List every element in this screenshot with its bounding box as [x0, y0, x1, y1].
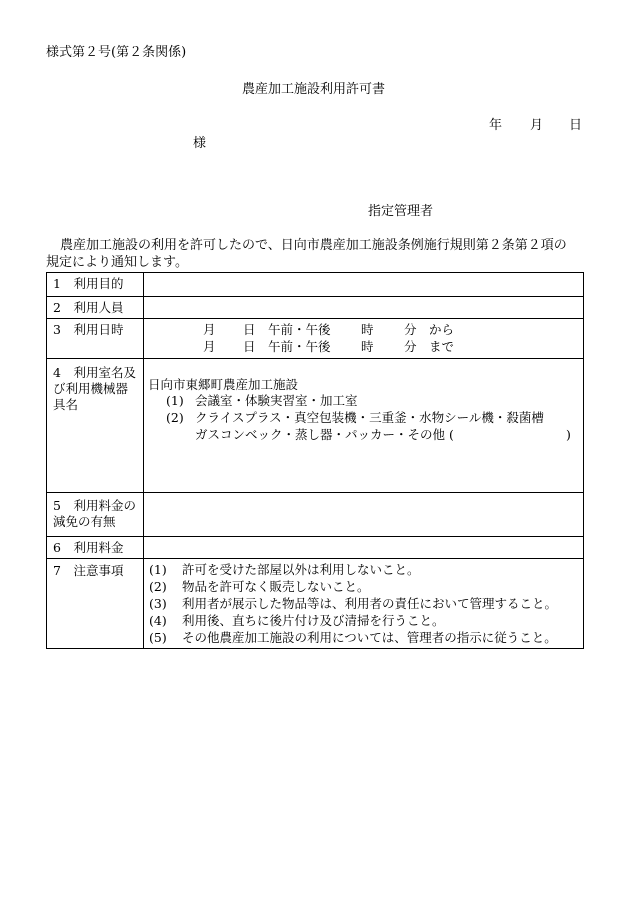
- purpose-value: [144, 273, 583, 275]
- note-2-number: (2): [149, 579, 167, 594]
- note-4-text: 利用後、直ちに後片付け及び清掃を行うこと。: [182, 613, 445, 628]
- reduction-value-cell: [144, 493, 584, 537]
- row-rooms: [47, 359, 584, 493]
- row-fee: [47, 537, 584, 559]
- notes-label: 7 注意事項: [53, 563, 124, 578]
- start-minute: 分: [404, 322, 417, 337]
- document-title: 農産加工施設利用許可書: [242, 82, 386, 97]
- rooms-label-line-3: 具名: [53, 397, 79, 412]
- persons-value: [144, 297, 583, 299]
- date-month-label: 月: [530, 118, 544, 133]
- rooms-label-line-1: 4 利用室名及: [53, 365, 136, 380]
- note-1-number: (1): [149, 562, 167, 577]
- note-5-text: その他農産加工施設の利用については、管理者の指示に従うこと。: [182, 630, 557, 645]
- note-5-number: (5): [149, 630, 167, 645]
- purpose-label-cell: [47, 273, 144, 297]
- date-day-label: 日: [569, 118, 583, 133]
- start-from: から: [429, 322, 455, 337]
- note-2-text: 物品を許可なく販売しないこと。: [182, 579, 370, 594]
- datetime-value-cell: [144, 319, 584, 359]
- room-item-2-text-line-1: クライスプラス・真空包装機・三重釜・水物シール機・殺菌槽: [195, 410, 544, 425]
- note-1-text: 許可を受けた部屋以外は利用しないこと。: [182, 562, 420, 577]
- fee-value: [144, 537, 583, 539]
- fee-label: 6 利用料金: [53, 540, 124, 555]
- rooms-value-cell: [144, 359, 584, 493]
- reduction-label-line-1: 5 利用料金の: [53, 498, 136, 513]
- notice-line-2: 規定により通知します。: [46, 255, 188, 270]
- row-purpose: [47, 273, 584, 297]
- permit-table: [46, 272, 584, 649]
- datetime-label-cell: [47, 319, 144, 359]
- room-item-2-text-line-2: ガスコンベック・蒸し器・パッカー・その他 (: [195, 427, 454, 442]
- row-datetime: [47, 319, 584, 359]
- rooms-label-cell: [47, 359, 144, 493]
- fee-label-cell: [47, 537, 144, 559]
- issuer-label: 指定管理者: [368, 204, 434, 219]
- date-year-label: 年: [489, 118, 503, 133]
- fee-value-cell: [144, 537, 584, 559]
- persons-value-cell: [144, 297, 584, 319]
- end-ampm: 午前・午後: [268, 339, 331, 354]
- purpose-value-cell: [144, 273, 584, 297]
- notice-line-1: 農産加工施設の利用を許可したので、日向市農産加工施設条例施行規則第２条第２項の: [60, 238, 567, 253]
- datetime-label: 3 利用日時: [53, 322, 124, 337]
- end-minute: 分: [404, 339, 417, 354]
- room-item-1-text: 会議室・体験実習室・加工室: [195, 393, 358, 408]
- note-3-number: (3): [149, 596, 167, 611]
- start-ampm: 午前・午後: [268, 322, 331, 337]
- room-item-2-close-paren: ): [566, 427, 571, 442]
- reduction-label-cell: [47, 493, 144, 537]
- persons-label: 2 利用人員: [53, 300, 124, 315]
- room-item-2-number: (2): [166, 410, 184, 425]
- recipient-suffix: 様: [193, 136, 207, 151]
- start-month: 月: [203, 322, 216, 337]
- start-day: 日: [243, 322, 256, 337]
- form-number: 様式第２号(第２条関係): [46, 45, 187, 60]
- reduction-label-line-2: 減免の有無: [53, 514, 116, 529]
- facility-name: 日向市東郷町農産加工施設: [148, 377, 299, 392]
- end-hour: 時: [361, 339, 374, 354]
- note-3-text: 利用者が展示した物品等は、利用者の責任において管理すること。: [182, 596, 558, 611]
- end-until: まで: [429, 339, 455, 354]
- notes-value-cell: [144, 559, 584, 649]
- notes-label-cell: [47, 559, 144, 649]
- note-4-number: (4): [149, 613, 167, 628]
- start-hour: 時: [361, 322, 374, 337]
- end-month: 月: [203, 339, 216, 354]
- row-notes: [47, 559, 584, 649]
- rooms-label-line-2: び利用機械器: [53, 381, 129, 396]
- end-day: 日: [243, 339, 256, 354]
- persons-label-cell: [47, 297, 144, 319]
- purpose-label: 1 利用目的: [53, 276, 124, 291]
- row-persons: [47, 297, 584, 319]
- room-item-1-number: (1): [166, 393, 184, 408]
- row-reduction: [47, 493, 584, 537]
- reduction-value: [144, 493, 583, 495]
